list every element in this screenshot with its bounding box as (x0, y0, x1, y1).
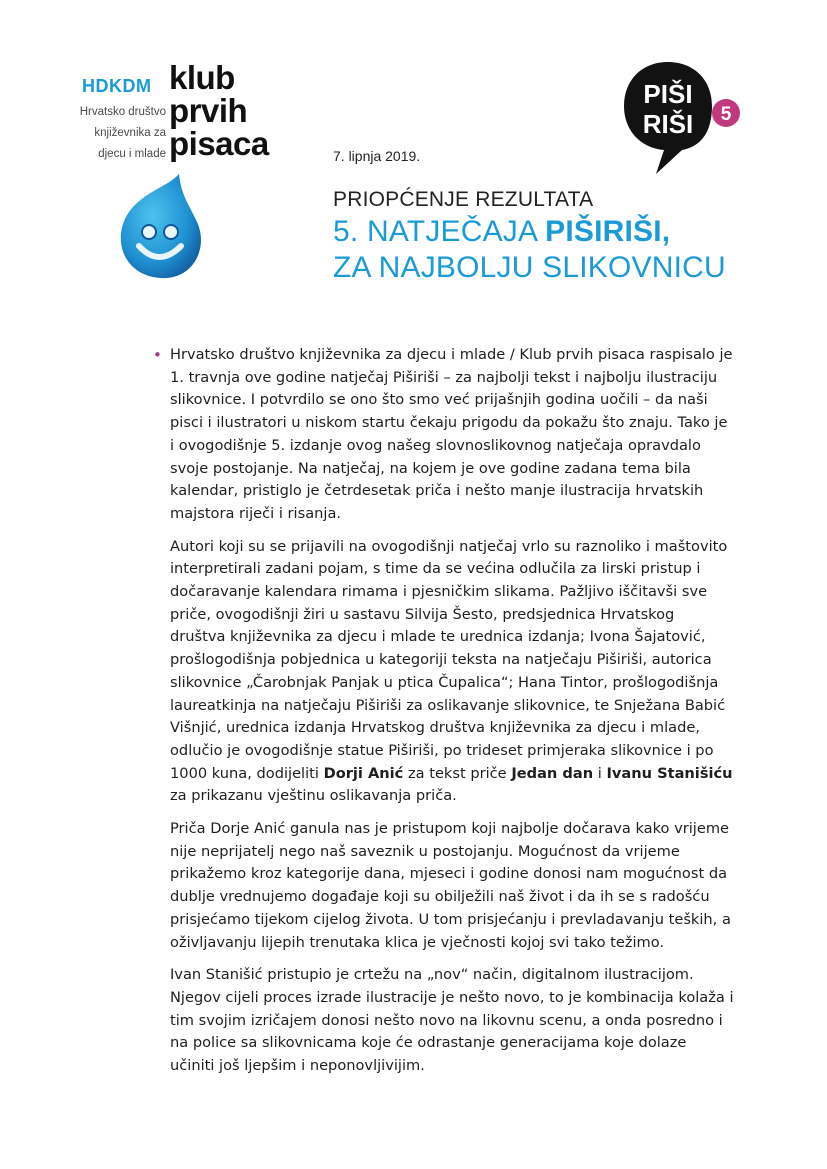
klub-prvih-pisaca-logo (60, 59, 300, 172)
club-name-line: prvih (169, 92, 248, 129)
club-name-line: klub (169, 59, 235, 96)
paragraph-text: Autori koji su se prijavili na ovogodišnji natječaj vrlo su raznoliko i maštovito interpretirali zadani pojam, s time da se većina odlučila za lirski pristup i dočaravanje kalendara rimama i pjesničkim slikama. Pažljivo iščitavši sve priče, ovogodišnji žiri u sastavu Silvija Šesto, predsjednica Hrvatskog društva književnika za djecu i mlade te urednica izdanja; Ivona Šajatović, prošlogodišnja pobjednica u kategoriji teksta na natječaju Piširiši, autorica slikovnice „Čarobnjak Panjak u ptica Čupalica“; Hana Tintor, prošlogodišnja laureatkinja na natječaju Piširiši za oslikavanje slikovnice, te Snježana Babić Višnjić, urednica izdanja Hrvatskog društva književnika za djecu i mlade, odlučio je ovogodišnje statue Piširiši, po trideset primjeraka slikovnice i po 1000 kuna, dodijeliti (170, 537, 728, 782)
winner-author: Dorji Anić (323, 764, 404, 782)
title-bold: PIŠIRIŠI, (545, 215, 671, 248)
club-name-line: pisaca (169, 125, 269, 162)
pisirisi-logo (620, 58, 745, 178)
title-block (333, 186, 773, 286)
org-desc-line: Hrvatsko društvo (79, 106, 166, 118)
logo-text-line1: PIŠI (643, 79, 693, 109)
edition-badge: 5 (720, 104, 732, 125)
smiley-drop-icon (117, 172, 203, 284)
winner-illustrator: Ivanu Stanišiću (606, 764, 733, 782)
paragraph-text: za prikazanu vještinu oslikavanja priča. (170, 787, 457, 805)
paragraph (170, 536, 734, 808)
logo-text-line2: RIŠI (642, 109, 694, 139)
org-desc-line: književnika za (94, 127, 166, 139)
title-prefix: 5. NATJEČAJA (333, 215, 546, 248)
winner-story: Jedan dan (511, 764, 594, 782)
org-desc-line: djecu i mlade (98, 148, 166, 160)
bullet-icon: • (153, 346, 162, 364)
org-description (26, 102, 166, 165)
paragraph: Priča Dorje Anić ganula nas je pristupom koji najbolje dočarava kako vrijeme nije neprijatelj nego naš saveznik u postojanju. Mogućnost da vrijeme prikažemo kroz kategorije dana, mjeseci i godine donosi nam mogućnost da dublje vrednujemo događaje koji su obilježili naš život i da ih se s radošću prisjećamo tijekom cijelog života. U tom prisjećanju i prevladavanju teških, a oživljavanju lijepih trenutaka klica je vječnosti kojoj svi tako težimo. (170, 820, 731, 951)
page-title-line1 (333, 214, 773, 250)
subtitle: PRIOPĆENJE REZULTATA (333, 188, 594, 211)
article-body (153, 344, 734, 1088)
page-title-line2: ZA NAJBOLJU SLIKOVNICU (333, 251, 726, 284)
paragraph-text: za tekst priče (403, 764, 512, 782)
club-name (169, 59, 269, 162)
org-acronym: HDKDM (82, 76, 152, 96)
paragraph: Ivan Stanišić pristupio je crtežu na „nov“ način, digitalnom ilustracijom. Njegov cijeli proces izrade ilustracije je nešto novo, to je kombinacija kolaža i tim svojim izričajem donosi nešto novo na likovnu scenu, a onda posredno i na police sa slikovnicama koje će odrastanje generacijama koje dolaze učiniti još ljepšim i neponovljivijim. (170, 966, 734, 1075)
release-date: 7. lipnja 2019. (333, 148, 421, 164)
paragraph-text: i (593, 764, 607, 782)
paragraph: Hrvatsko društvo književnika za djecu i mlade / Klub prvih pisaca raspisalo je 1. travnja ove godine natječaj Piširiši – za najbolji tekst i najbolju ilustraciju slikovnice. I potvrdilo se ono što smo već prijašnjih godina uočili – da naši pisci i ilustratori u niskom startu čekaju prigodu da pokažu što znaju. Tako je i ovogodišnje 5. izdanje ovog našeg slovnoslikovnog natječaja opravdalo svoje postojanje. Na natječaj, na kojem je ove godine zadana tema bila kalendar, pristiglo je četrdesetak priča i nešto manje ilustracija hrvatskih majstora riječi i risanja. (170, 346, 733, 522)
